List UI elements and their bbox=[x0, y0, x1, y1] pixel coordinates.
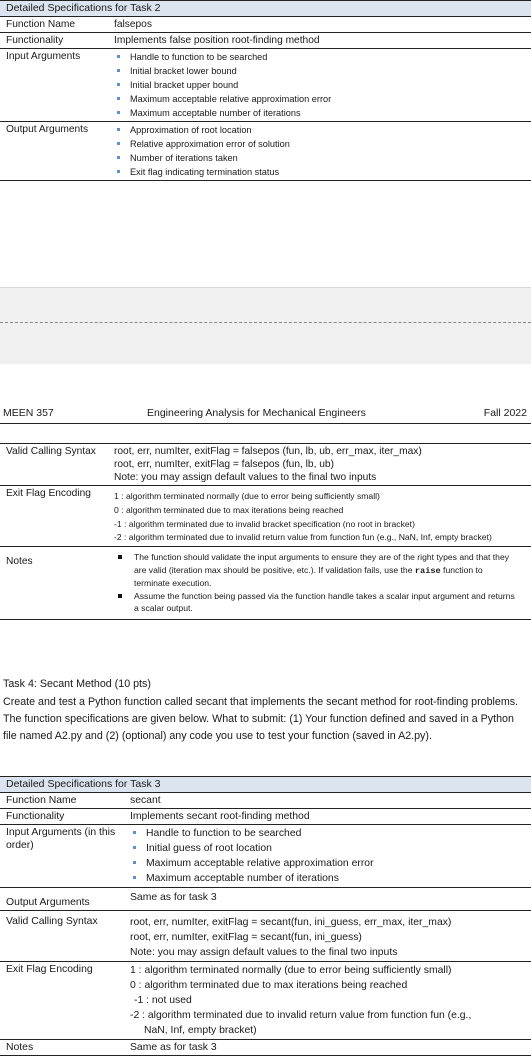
exit-flag-label: Exit Flag Encoding bbox=[0, 962, 124, 1040]
list-item: Maximum acceptable number of iterations bbox=[114, 106, 527, 120]
list-item: Initial bracket lower bound bbox=[114, 64, 527, 78]
notes-value: Same as for task 3 bbox=[124, 1040, 531, 1056]
list-item: Exit flag indicating termination status bbox=[114, 165, 527, 179]
list-item: Maximum acceptable relative approximation error bbox=[114, 92, 527, 106]
input-arguments-label: Input Arguments bbox=[0, 49, 108, 122]
calling-syntax-cell bbox=[124, 911, 531, 962]
exit-flag-line: 0 : algorithm terminated due to max iterations being reached bbox=[114, 505, 344, 515]
notes-label: Notes bbox=[0, 1040, 124, 1056]
exit-flag-line: 0 : algorithm terminated due to max iterations being reached bbox=[130, 980, 408, 991]
function-name-label: Function Name bbox=[0, 17, 108, 33]
calling-syntax-note: Note: you may assign default values to the final two inputs bbox=[114, 472, 377, 483]
exit-flag-line: -2 : algorithm terminated due to invalid return value from function fun (e.g., NaN, Inf, empty bracket) bbox=[130, 1010, 472, 1036]
list-item: Relative approximation error of solution bbox=[114, 137, 527, 151]
page-break-line bbox=[0, 322, 531, 323]
list-item: Initial guess of root location bbox=[130, 841, 527, 856]
exit-flag-line: -2 : algorithm terminated due to invalid return value from function fun (e.g., NaN, Inf, empty bracket) bbox=[114, 532, 492, 542]
task4-paragraph: Create and test a Python function called secant that implements the secant method for root-finding problems. The function specifications are given below. What to submit: (1) Your function defined and saved in a Python file named A2.py and (2) (optional) any code you use to test your function (saved in A2.py). bbox=[3, 696, 519, 742]
calling-syntax-line: root, err, numIter, exitFlag = secant(fun, ini_guess) bbox=[130, 932, 362, 943]
course-code: MEEN 357 bbox=[3, 407, 54, 419]
page-header bbox=[0, 405, 531, 424]
input-arguments-cell bbox=[124, 825, 531, 888]
input-arguments-label: Input Arguments (in this order) bbox=[0, 825, 124, 888]
task3-spec-table bbox=[0, 776, 531, 1056]
list-item: Handle to function to be searched bbox=[130, 826, 527, 841]
list-item: Initial bracket upper bound bbox=[114, 78, 527, 92]
input-arguments-list bbox=[114, 50, 527, 120]
calling-syntax-cell bbox=[108, 444, 531, 486]
output-arguments-list bbox=[114, 123, 527, 179]
notes-cell bbox=[108, 547, 531, 620]
function-name-value: falsepos bbox=[108, 17, 531, 33]
notes-list bbox=[114, 551, 527, 615]
list-item: Maximum acceptable relative approximation error bbox=[130, 856, 527, 871]
input-arguments-cell bbox=[108, 49, 531, 122]
exit-flag-label: Exit Flag Encoding bbox=[0, 486, 108, 547]
calling-syntax-line: root, err, numIter, exitFlag = secant(fun, ini_guess, err_max, iter_max) bbox=[130, 917, 452, 928]
list-item: Maximum acceptable number of iterations bbox=[130, 871, 527, 886]
exit-flag-cell bbox=[124, 962, 531, 1040]
task3-table-header: Detailed Specifications for Task 3 bbox=[0, 777, 531, 793]
function-name-value: secant bbox=[124, 793, 531, 809]
calling-syntax-line: root, err, numIter, exitFlag = falsepos (fun, lb, ub) bbox=[114, 459, 334, 470]
exit-flag-line: 1 : algorithm terminated normally (due to error being sufficiently small) bbox=[130, 965, 452, 976]
task2-table-header: Detailed Specifications for Task 2 bbox=[0, 1, 531, 17]
function-name-label: Function Name bbox=[0, 793, 124, 809]
exit-flag-cell bbox=[108, 486, 531, 547]
functionality-value: Implements false position root-finding method bbox=[108, 33, 531, 49]
calling-syntax-label: Valid Calling Syntax bbox=[0, 911, 124, 962]
task2-spec-table bbox=[0, 0, 531, 181]
list-item: Number of iterations taken bbox=[114, 151, 527, 165]
note-text: The function should validate the input arguments to ensure they are of the right types and that they are valid (iteration max should be positive, etc.). If validation fails, use the bbox=[134, 552, 510, 575]
raise-keyword: raise bbox=[414, 565, 441, 576]
exit-flag-line: -1 : not used bbox=[134, 995, 192, 1006]
output-arguments-cell bbox=[108, 122, 531, 181]
output-arguments-label: Output Arguments bbox=[0, 122, 108, 181]
task4-description bbox=[3, 694, 529, 744]
calling-syntax-line: root, err, numIter, exitFlag = falsepos (fun, lb, ub, err_max, iter_max) bbox=[114, 446, 422, 457]
term: Fall 2022 bbox=[483, 407, 527, 419]
exit-flag-line: 1 : algorithm terminated normally (due to error being sufficiently small) bbox=[114, 491, 380, 501]
list-item: Approximation of root location bbox=[114, 123, 527, 137]
functionality-label: Functionality bbox=[0, 33, 108, 49]
exit-flag-line: -1 : algorithm terminated due to invalid bracket specification (no root in bracket) bbox=[114, 519, 415, 529]
list-item: Handle to function to be searched bbox=[114, 50, 527, 64]
calling-syntax-label: Valid Calling Syntax bbox=[0, 444, 108, 486]
note-text: function to terminate execution. bbox=[134, 564, 483, 588]
list-item: Assume the function being passed via the function handle takes a scalar input argument and returns a scalar output. bbox=[114, 590, 517, 615]
task4-heading: Task 4: Secant Method (10 pts) bbox=[3, 678, 151, 690]
list-item bbox=[114, 551, 517, 590]
course-title: Engineering Analysis for Mechanical Engineers bbox=[147, 407, 366, 419]
page-break-gap bbox=[0, 287, 531, 364]
notes-label: Notes bbox=[0, 547, 108, 620]
task2-continued-table bbox=[0, 443, 531, 620]
calling-syntax-note: Note: you may assign default values to the final two inputs bbox=[130, 947, 398, 958]
output-arguments-value: Same as for task 3 bbox=[124, 888, 531, 911]
functionality-label: Functionality bbox=[0, 809, 124, 825]
functionality-value: Implements secant root-finding method bbox=[124, 809, 531, 825]
output-arguments-label: Output Arguments bbox=[0, 888, 124, 911]
input-arguments-list bbox=[130, 826, 527, 886]
